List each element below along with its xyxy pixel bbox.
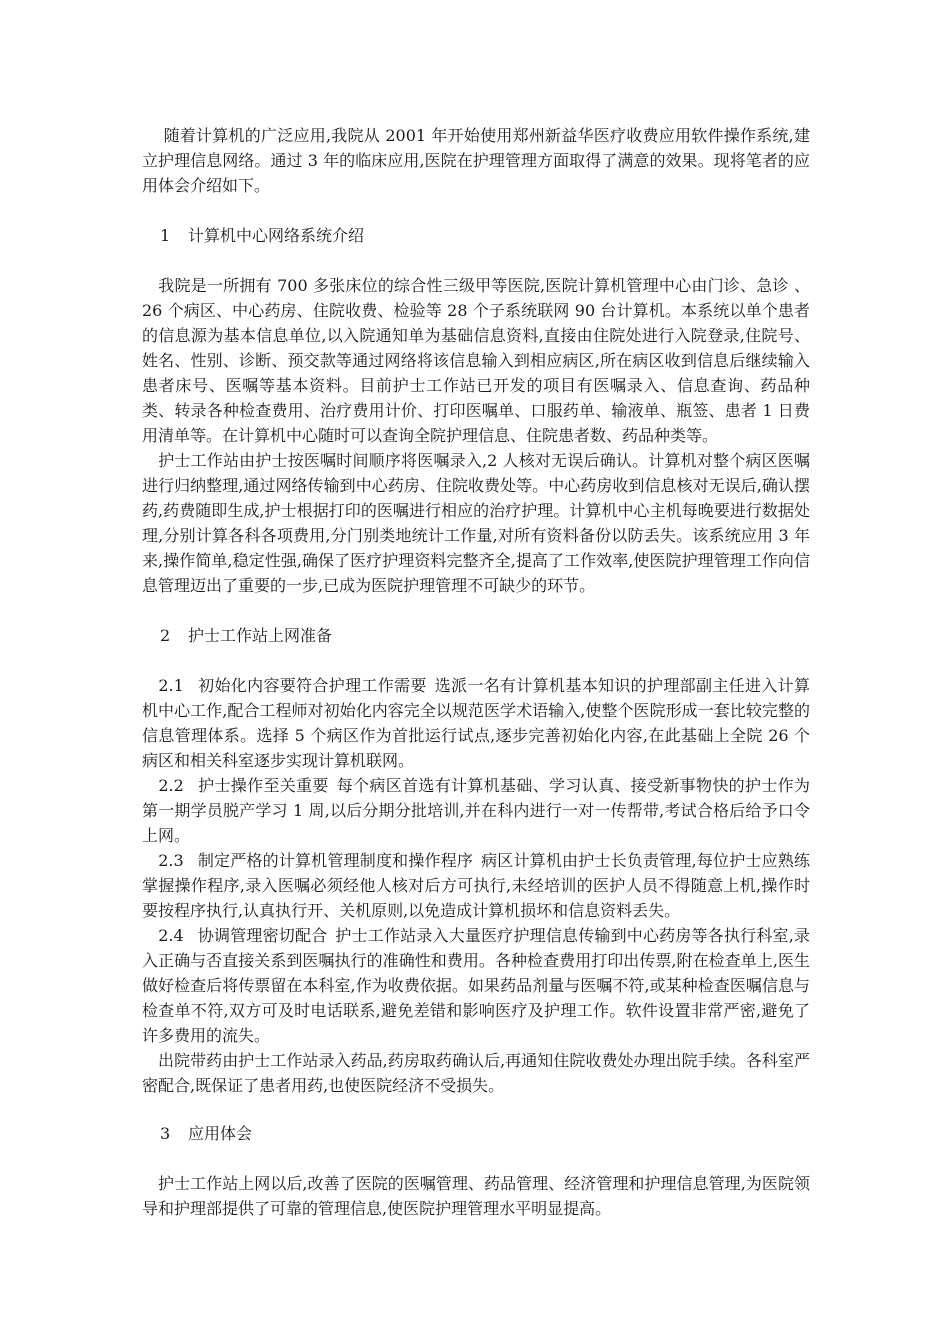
section-1-paragraph: 我院是一所拥有 700 多张床位的综合性三级甲等医院,医院计算机管理中心由门诊、急诊 、26 个病区、中心药房、住院收费、检验等 28 个子系统联网 90 台计算机。本系统以单个患者的信息源为基本信息单位,以入院通知单为基础信息资料,直接由住院处进行入院登录,住院号、姓名、性别、诊断、预交款等通过网络将该信息输入到相应病区,所在病区收到信息后继续输入患者床号、医嘱等基本资料。目前护士工作站已开发的项目有医嘱录入、信息查询、药品种类、转录各种检查费用、治疗费用计价、打印医嘱单、口服药单、输液单、瓶签、患者 1 日费用清单等。在计算机中心随时可以查询全院护理信息、住院患者数、药品种类等。: [142, 276, 810, 445]
subsection-text: 选派一名有计算机基本知识的护理部副主任进入计算机中心工作,配合工程师对初始化内容完全以规范医学术语输入,使整个医院形成一套比较完整的信息管理体系。选择 5 个病区作为首批运行试点,逐步完善初始化内容,在此基础上全院 26 个病区和相关科室逐步实现计算机联网。: [142, 676, 810, 770]
subsection-2-1: [142, 673, 810, 773]
section-2-body: [142, 673, 810, 1098]
subsection-title: 护士操作至关重要: [197, 776, 329, 795]
section-3-paragraph: 护士工作站上网以后,改善了医院的医嘱管理、药品管理、经济管理和护理信息管理,为医院领导和护理部提供了可靠的管理信息,使医院护理管理水平明显提高。: [142, 1174, 810, 1218]
subsection-number: 2.4: [158, 926, 184, 945]
intro-paragraph: [142, 123, 810, 198]
section-1-number: 1: [160, 226, 171, 245]
section-1-body: [142, 273, 810, 598]
subsection-number: 2.1: [158, 676, 184, 695]
subsection-text: 病区计算机由护士长负责管理,每位护士应熟练掌握操作程序,录入医嘱必须经他人核对后方可执行,未经培训的医护人员不得随意上机,操作时要按程序执行,认真执行开、关机原则,以免造成计算机损坏和信息资料丢失。: [142, 851, 810, 920]
section-1-heading: [160, 223, 364, 248]
section-2-heading: [160, 623, 332, 648]
section-3-body: [142, 1171, 810, 1221]
section-3-heading: [160, 1121, 252, 1146]
subsection-text: 护士工作站录入大量医疗护理信息传输到中心药房等各执行科室,录入正确与否直接关系到医嘱执行的准确性和费用。各种检查费用打印出传票,附在检查单上,医生做好检查后将传票留在本科室,作为收费依据。如果药品剂量与医嘱不符,或某种检查医嘱信息与检查单不符,双方可及时电话联系,避免差错和影响医疗及护理工作。软件设置非常严密,避免了许多费用的流失。: [142, 926, 810, 1045]
intro-text: 随着计算机的广泛应用,我院从 2001 年开始使用郑州新益华医疗收费应用软件操作系统,建立护理信息网络。通过 3 年的临床应用,医院在护理管理方面取得了满意的效果。现将笔者的应用体会介绍如下。: [142, 126, 810, 195]
section-1-title: 计算机中心网络系统介绍: [188, 226, 365, 245]
section-2-number: 2: [160, 626, 171, 645]
section-2-closing: 出院带药由护士工作站录入药品,药房取药确认后,再通知住院收费处办理出院手续。各科室严密配合,既保证了患者用药,也使医院经济不受损失。: [142, 1051, 810, 1095]
section-1-paragraph: 护士工作站由护士按医嘱时间顺序将医嘱录入,2 人核对无误后确认。计算机对整个病区医嘱进行归纳整理,通过网络传输到中心药房、住院收费处等。中心药房收到信息核对无误后,确认摆药,药费随即生成,护士根据打印的医嘱进行相应的治疗护理。计算机中心主机每晚要进行数据处理,分别计算各科各项费用,分门别类地统计工作量,对所有资料备份以防丢失。该系统应用 3 年来,操作简单,稳定性强,确保了医疗护理资料完整齐全,提高了工作效率,使医院护理管理工作向信息管理迈出了重要的一步,已成为医院护理管理不可缺少的环节。: [142, 451, 810, 595]
subsection-2-4: [142, 923, 810, 1048]
subsection-text: 每个病区首选有计算机基础、学习认真、接受新事物快的护士作为第一期学员脱产学习 1 周,以后分期分批培训,并在科内进行一对一传帮带,考试合格后给予口令上网。: [142, 776, 810, 845]
subsection-title: 制定严格的计算机管理制度和操作程序: [197, 851, 474, 870]
section-3-number: 3: [160, 1124, 171, 1143]
section-2-title: 护士工作站上网准备: [188, 626, 333, 645]
subsection-2-3: [142, 848, 810, 923]
section-3-title: 应用体会: [188, 1124, 253, 1143]
subsection-title: 初始化内容要符合护理工作需要: [197, 676, 427, 695]
subsection-2-2: [142, 773, 810, 848]
subsection-number: 2.3: [158, 851, 184, 870]
subsection-title: 协调管理密切配合: [197, 926, 328, 945]
subsection-number: 2.2: [158, 776, 184, 795]
